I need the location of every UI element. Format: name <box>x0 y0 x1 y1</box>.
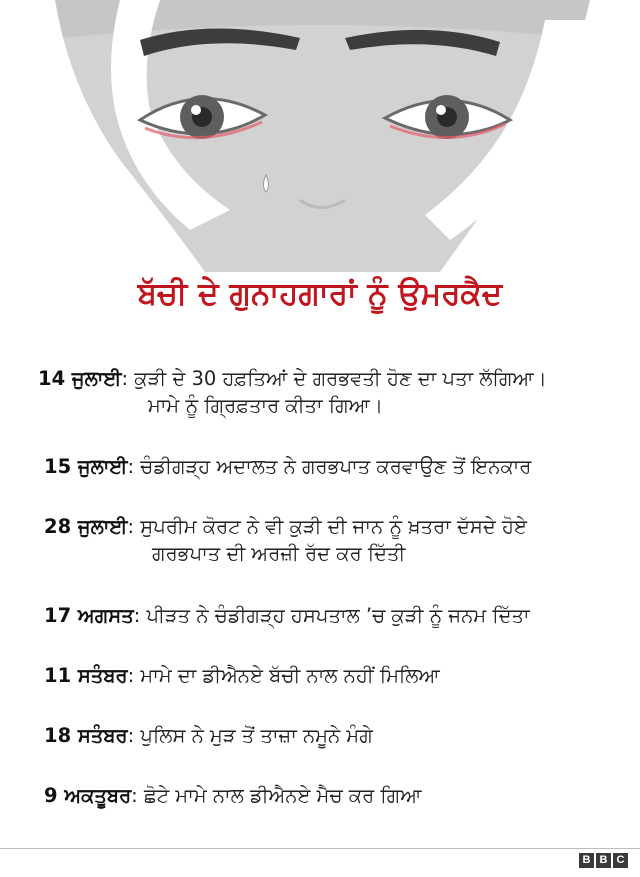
entry-text: : ਸੁਪਰੀਮ ਕੋਰਟ ਨੇ ਵੀ ਕੁੜੀ ਦੀ ਜਾਨ ਨੂੰ ਖ਼ਤਰਾ ਦੱਸਦੇ ਹੋਏ <box>127 515 527 538</box>
entry-line <box>44 663 440 689</box>
entry-line <box>44 603 530 629</box>
entry-date: 15 ਜੁਲਾਈ <box>44 455 128 478</box>
entry-text: : ਕੁੜੀ ਦੇ 30 ਹਫ਼ਤਿਆਂ ਦੇ ਗਰਭਵਤੀ ਹੋਣ ਦਾ ਪਤਾ ਲੱਗਿਆ। <box>121 367 547 390</box>
entry-text-continued: ਗਰਭਪਾਤ ਦੀ ਅਰਜ਼ੀ ਰੱਦ ਕਰ ਦਿੱਤੀ <box>152 542 406 565</box>
entry-line <box>44 454 531 480</box>
bbc-logo <box>579 853 628 868</box>
entry-text-continued: ਮਾਮੇ ਨੂੰ ਗ੍ਰਿਫ਼ਤਾਰ ਕੀਤਾ ਗਿਆ। <box>148 394 384 417</box>
entry-date: 9 ਅਕਤੂਬਰ <box>44 784 132 807</box>
logo-letter: B <box>579 853 594 868</box>
entry-line <box>44 783 421 809</box>
entry-date: 11 ਸਤੰਬਰ <box>44 664 128 687</box>
entry-line <box>44 723 373 749</box>
entry-text: : ਪੁਲਿਸ ਨੇ ਮੁੜ ਤੋਂ ਤਾਜ਼ਾ ਨਮੂਨੇ ਮੰਗੇ <box>127 724 373 747</box>
footer-divider <box>0 848 640 849</box>
entry-text: : ਪੀੜਤ ਨੇ ਚੰਡੀਗੜ੍ਹ ਹਸਪਤਾਲ ’ਚ ਕੁੜੀ ਨੂੰ ਜਨਮ ਦਿੱਤਾ <box>133 604 530 627</box>
entry-text: : ਮਾਮੇ ਦਾ ਡੀਐਨਏ ਬੱਚੀ ਨਾਲ ਨਹੀਂ ਮਿਲਿਆ <box>127 664 440 687</box>
entry-line <box>38 366 547 392</box>
hero-illustration <box>0 0 640 272</box>
entry-line <box>44 514 527 540</box>
crying-face-illustration <box>0 0 640 272</box>
logo-letter: C <box>613 853 628 868</box>
logo-letter: B <box>596 853 611 868</box>
entry-date: 14 ਜੁਲਾਈ <box>38 367 122 390</box>
entry-date: 28 ਜੁਲਾਈ <box>44 515 128 538</box>
entry-text: : ਚੰਡੀਗੜ੍ਹ ਅਦਾਲਤ ਨੇ ਗਰਭਪਾਤ ਕਰਵਾਉਣ ਤੋਂ ਇਨਕਾਰ <box>127 455 532 478</box>
entry-text: : ਛੋਟੇ ਮਾਮੇ ਨਾਲ ਡੀਐਨਏ ਮੈਚ ਕਰ ਗਿਆ <box>131 784 422 807</box>
entry-date: 17 ਅਗਸਤ <box>44 604 134 627</box>
entry-date: 18 ਸਤੰਬਰ <box>44 724 128 747</box>
headline: ਬੱਚੀ ਦੇ ਗੁਨਾਹਗਾਰਾਂ ਨੂੰ ਉਮਰਕੈਦ <box>137 276 503 312</box>
